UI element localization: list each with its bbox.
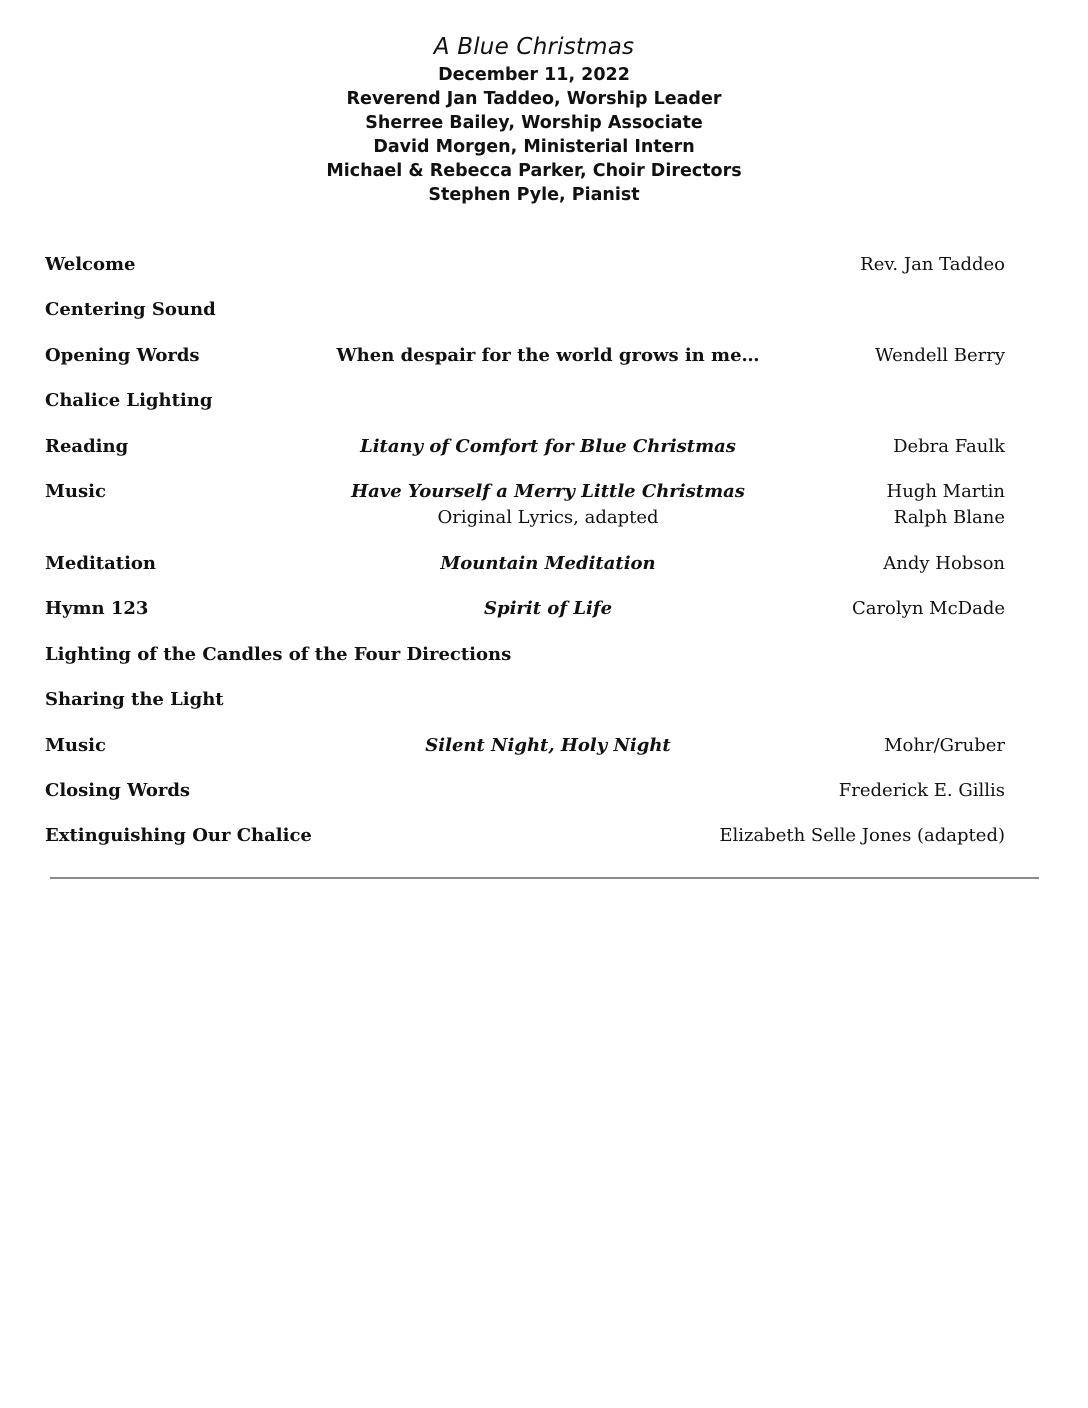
ministerial-intern: David Morgen, Ministerial Intern: [373, 137, 695, 157]
piece-subtitle: Original Lyrics, adapted: [437, 506, 659, 528]
piece-title: Spirit of Life: [483, 598, 613, 620]
program-item-label: Music: [45, 480, 106, 502]
program-item: [45, 297, 1005, 342]
credit-name: Carolyn McDade: [851, 598, 1005, 620]
service-date: December 11, 2022: [438, 65, 630, 85]
program-item-label: Lighting of the Candles of the Four Directions: [45, 643, 512, 665]
piece-title: Have Yourself a Merry Little Christmas: [351, 480, 745, 502]
program-item-credit: [893, 434, 1005, 460]
program-item-label: Chalice Lighting: [45, 390, 213, 412]
credit-name: Rev. Jan Taddeo: [860, 254, 1005, 275]
program-item-label: Reading: [45, 435, 129, 457]
program-item: [45, 343, 1005, 388]
order-of-service-list: [45, 252, 1005, 869]
program-item: [45, 687, 1005, 732]
pianist: Stephen Pyle, Pianist: [428, 185, 640, 205]
piece-title: When despair for the world grows in me…: [336, 344, 760, 366]
program-item-piece: [484, 596, 612, 622]
credit-name: Wendell Berry: [875, 344, 1005, 366]
program-item-piece: [336, 343, 759, 369]
program-item-credit: [875, 343, 1005, 369]
worship-leader: Reverend Jan Taddeo, Worship Leader: [346, 89, 722, 109]
divider-line: [50, 877, 1039, 879]
program-item: [45, 388, 1005, 433]
program-item-label: Music: [45, 734, 106, 756]
program-item-label: Extinguishing Our Chalice: [45, 825, 312, 847]
program-item: [45, 596, 1005, 641]
program-item-piece: [425, 733, 670, 759]
piece-title: Litany of Comfort for Blue Christmas: [360, 435, 736, 457]
service-title: A Blue Christmas: [433, 34, 635, 60]
credit-name: Debra Faulk: [893, 435, 1005, 457]
program-item: [45, 733, 1005, 778]
worship-associate: Sherree Bailey, Worship Associate: [365, 113, 703, 133]
credit-name: Elizabeth Selle Jones (adapted): [719, 825, 1005, 847]
program-item-label: Welcome: [45, 254, 136, 275]
program-item-label: Centering Sound: [45, 299, 216, 321]
program-item: [45, 642, 1005, 687]
program-item-credit: [719, 823, 1005, 849]
credit-name: Hugh Martin: [886, 480, 1005, 502]
piece-title: Mountain Meditation: [440, 552, 656, 574]
program-item-label: Meditation: [45, 552, 157, 574]
program-item: [45, 252, 1005, 297]
program-item-credit: [839, 778, 1005, 804]
order-of-service-header: [0, 31, 1068, 207]
program-item: [45, 479, 1005, 551]
program-item-credit: [852, 596, 1005, 622]
program-item-credit: [887, 479, 1005, 531]
program-item-piece: [440, 551, 655, 577]
credit-name: Ralph Blane: [893, 506, 1005, 528]
program-item-credit: [883, 551, 1005, 577]
program-item-label: Closing Words: [45, 779, 191, 801]
program-item: [45, 778, 1005, 823]
program-item-credit: [884, 733, 1005, 759]
program-item-credit: [860, 252, 1005, 278]
program-item-piece: [360, 434, 736, 460]
credit-name: Andy Hobson: [883, 552, 1005, 574]
program-item-piece: [351, 479, 745, 531]
credit-name: Mohr/Gruber: [884, 734, 1005, 756]
program-item-label: Opening Words: [45, 344, 200, 366]
choir-directors: Michael & Rebecca Parker, Choir Directors: [326, 161, 742, 181]
program-item-label: Sharing the Light: [45, 689, 224, 711]
credit-name: Frederick E. Gillis: [838, 779, 1005, 801]
program-item: [45, 551, 1005, 596]
program-item: [45, 823, 1005, 868]
piece-title: Silent Night, Holy Night: [425, 734, 671, 756]
program-item: [45, 434, 1005, 479]
program-item-label: Hymn 123: [45, 598, 149, 620]
